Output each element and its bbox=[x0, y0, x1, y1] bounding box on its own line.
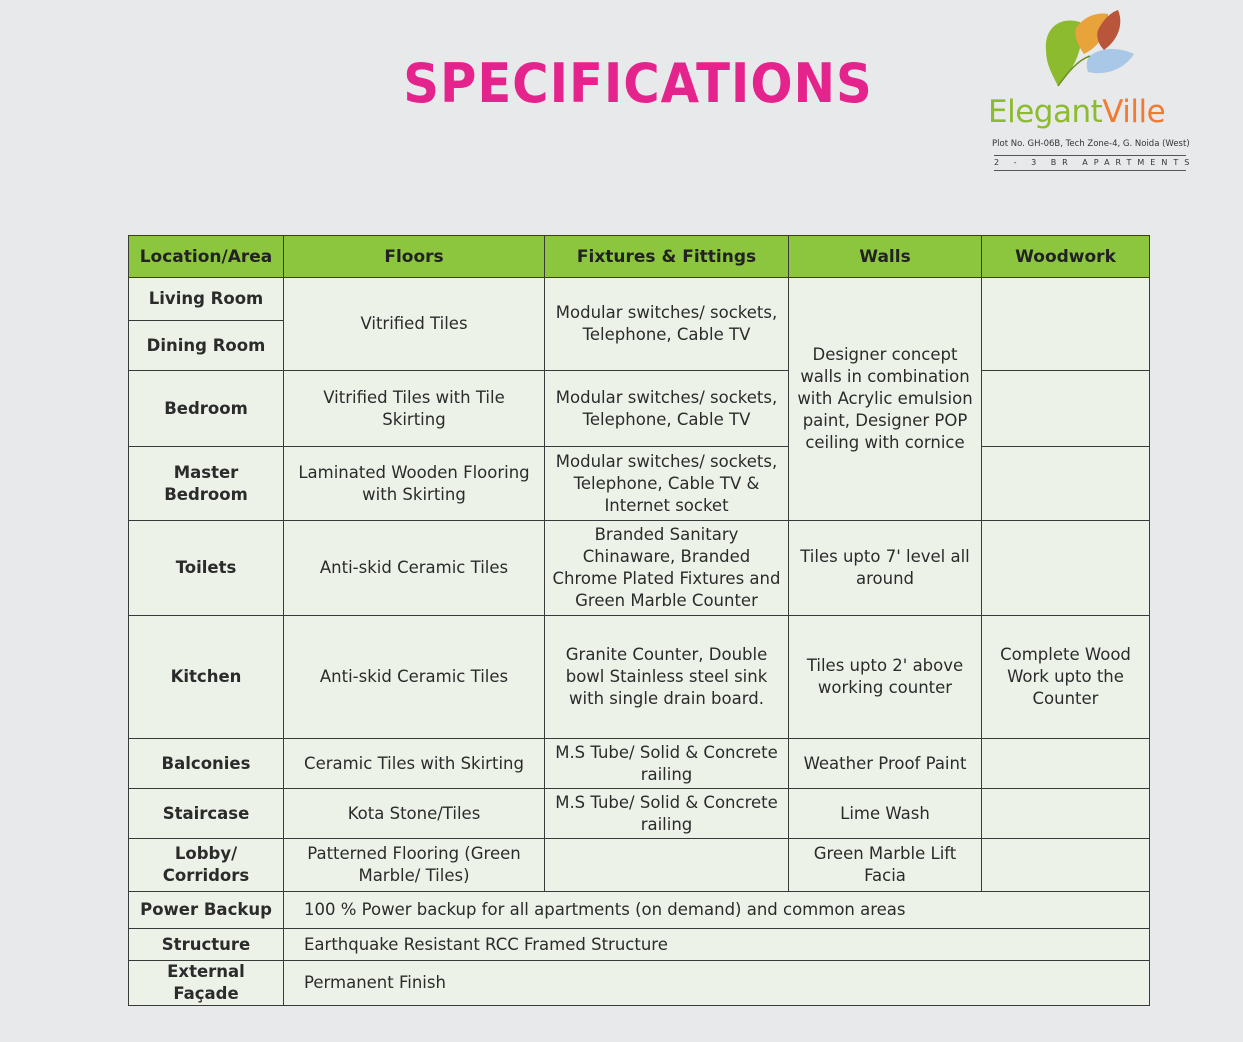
cell-staircase-floors: Kota Stone/Tiles bbox=[284, 789, 545, 839]
cell-lobby-location: Lobby/ Corridors bbox=[129, 839, 284, 892]
specifications-table bbox=[128, 235, 1150, 1006]
cell-staircase-fixtures: M.S Tube/ Solid & Concrete railing bbox=[545, 789, 789, 839]
cell-bedroom-location: Bedroom bbox=[129, 371, 284, 447]
cell-master-bedroom-fixtures: Modular switches/ sockets, Telephone, Cable TV & Internet socket bbox=[545, 447, 789, 521]
header-fixtures: Fixtures & Fittings bbox=[545, 236, 789, 278]
cell-toilets-woodwork bbox=[982, 521, 1150, 616]
header-woodwork: Woodwork bbox=[982, 236, 1150, 278]
cell-power-backup-value: 100 % Power backup for all apartments (on demand) and common areas bbox=[284, 892, 1150, 929]
cell-balconies-location: Balconies bbox=[129, 739, 284, 789]
cell-lobby-walls: Green Marble Lift Facia bbox=[789, 839, 982, 892]
cell-toilets-walls: Tiles upto 7' level all around bbox=[789, 521, 982, 616]
table-row bbox=[129, 447, 1150, 521]
cell-lobby-floors: Patterned Flooring (Green Marble/ Tiles) bbox=[284, 839, 545, 892]
cell-balconies-fixtures: M.S Tube/ Solid & Concrete railing bbox=[545, 739, 789, 789]
cell-living-dining-floors: Vitrified Tiles bbox=[284, 278, 545, 371]
table-row bbox=[129, 739, 1150, 789]
cell-master-bedroom-location: Master Bedroom bbox=[129, 447, 284, 521]
cell-staircase-walls: Lime Wash bbox=[789, 789, 982, 839]
cell-lobby-fixtures bbox=[545, 839, 789, 892]
cell-lobby-woodwork bbox=[982, 839, 1150, 892]
table-row bbox=[129, 892, 1150, 929]
cell-living-dining-fixtures: Modular switches/ sockets, Telephone, Cable TV bbox=[545, 278, 789, 371]
page-title: SPECIFICATIONS bbox=[403, 52, 873, 115]
cell-master-bedroom-floors: Laminated Wooden Flooring with Skirting bbox=[284, 447, 545, 521]
cell-structure-value: Earthquake Resistant RCC Framed Structure bbox=[284, 929, 1150, 961]
cell-kitchen-location: Kitchen bbox=[129, 616, 284, 739]
cell-kitchen-walls: Tiles upto 2' above working counter bbox=[789, 616, 982, 739]
cell-staircase-location: Staircase bbox=[129, 789, 284, 839]
cell-bedroom-floors: Vitrified Tiles with Tile Skirting bbox=[284, 371, 545, 447]
cell-toilets-fixtures: Branded Sanitary Chinaware, Branded Chrome Plated Fixtures and Green Marble Counter bbox=[545, 521, 789, 616]
header-location: Location/Area bbox=[129, 236, 284, 278]
table-row bbox=[129, 616, 1150, 739]
table-row bbox=[129, 371, 1150, 447]
brand-name bbox=[988, 94, 1192, 130]
brand-name-part2: Ville bbox=[1102, 94, 1166, 130]
cell-kitchen-floors: Anti-skid Ceramic Tiles bbox=[284, 616, 545, 739]
cell-bedroom-woodwork bbox=[982, 371, 1150, 447]
cell-master-bedroom-woodwork bbox=[982, 447, 1150, 521]
cell-structure-location: Structure bbox=[129, 929, 284, 961]
cell-kitchen-woodwork: Complete Wood Work upto the Counter bbox=[982, 616, 1150, 739]
table-row bbox=[129, 929, 1150, 961]
table-row bbox=[129, 278, 1150, 321]
cell-kitchen-fixtures: Granite Counter, Double bowl Stainless steel sink with single drain board. bbox=[545, 616, 789, 739]
cell-toilets-floors: Anti-skid Ceramic Tiles bbox=[284, 521, 545, 616]
cell-living-room-location: Living Room bbox=[129, 278, 284, 321]
cell-power-backup-location: Power Backup bbox=[129, 892, 284, 929]
table-header-row bbox=[129, 236, 1150, 278]
leaf-logo-icon bbox=[1038, 10, 1138, 95]
cell-living-dining-woodwork bbox=[982, 278, 1150, 371]
cell-staircase-woodwork bbox=[982, 789, 1150, 839]
brand-tagline: 2 - 3 BR APARTMENTS bbox=[994, 158, 1196, 167]
table-row bbox=[129, 789, 1150, 839]
cell-shared-walls: Designer concept walls in combination with Acrylic emulsion paint, Designer POP ceiling with cornice bbox=[789, 278, 982, 521]
cell-balconies-floors: Ceramic Tiles with Skirting bbox=[284, 739, 545, 789]
table-row bbox=[129, 521, 1150, 616]
logo-divider-top bbox=[994, 155, 1186, 156]
brand-address: Plot No. GH-06B, Tech Zone-4, G. Noida (West) bbox=[992, 139, 1190, 149]
header-floors: Floors bbox=[284, 236, 545, 278]
table-row bbox=[129, 839, 1150, 892]
logo-divider-bottom bbox=[994, 170, 1186, 171]
brand-logo bbox=[988, 10, 1196, 167]
brand-name-part1: Elegant bbox=[988, 94, 1103, 130]
header-walls: Walls bbox=[789, 236, 982, 278]
cell-bedroom-fixtures: Modular switches/ sockets, Telephone, Cable TV bbox=[545, 371, 789, 447]
cell-balconies-walls: Weather Proof Paint bbox=[789, 739, 982, 789]
table-row bbox=[129, 961, 1150, 1006]
cell-toilets-location: Toilets bbox=[129, 521, 284, 616]
cell-dining-room-location: Dining Room bbox=[129, 321, 284, 371]
cell-external-facade-value: Permanent Finish bbox=[284, 961, 1150, 1006]
cell-external-facade-location: External Façade bbox=[129, 961, 284, 1006]
cell-balconies-woodwork bbox=[982, 739, 1150, 789]
